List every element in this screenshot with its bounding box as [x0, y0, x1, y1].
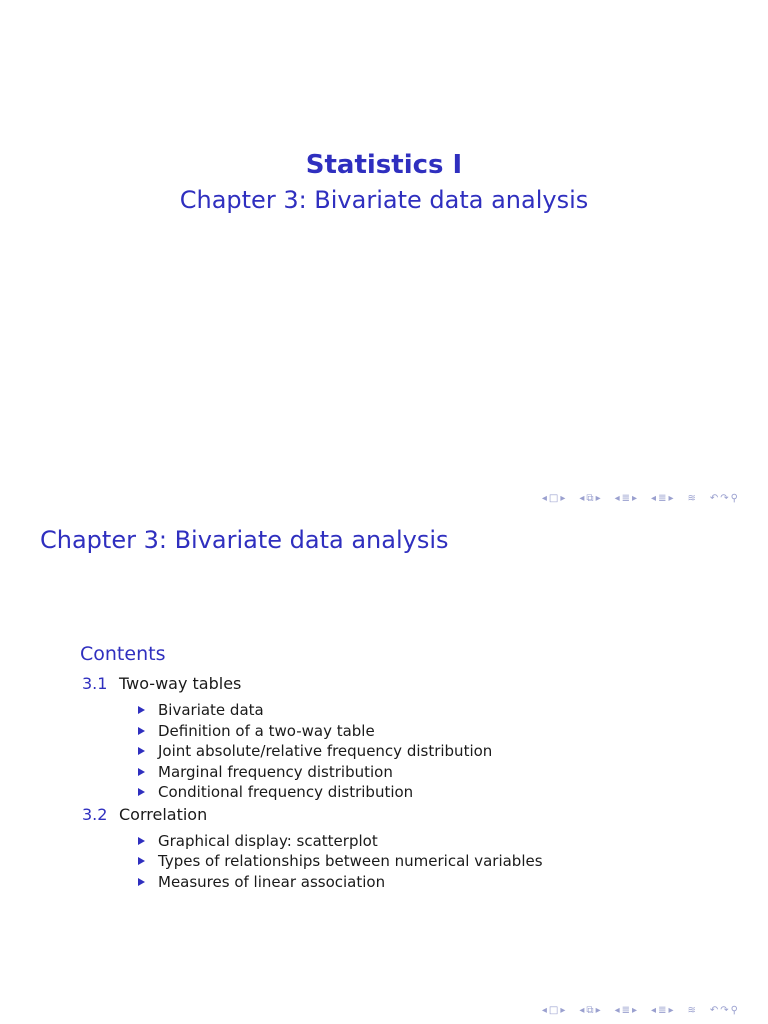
toc-item[interactable] [82, 872, 742, 893]
nav-subsection-group[interactable] [579, 494, 600, 504]
toc-item-label: Measures of linear association [158, 872, 386, 891]
arrow-right-icon[interactable]: ▸ [560, 493, 566, 504]
nav-subsection-icon[interactable]: ⧉ [586, 1005, 594, 1016]
redo-icon[interactable]: ↷ [720, 493, 729, 504]
arrow-left-icon[interactable]: ◂ [541, 1005, 547, 1016]
arrow-right-icon[interactable]: ▸ [632, 493, 638, 504]
arrow-left-icon[interactable]: ◂ [614, 1005, 620, 1016]
toc-subsection-list [82, 831, 742, 893]
arrow-right-icon[interactable]: ▸ [632, 1005, 638, 1016]
bullet-triangle-icon [138, 747, 145, 755]
arrow-right-icon[interactable]: ▸ [668, 493, 674, 504]
nav-doc-icon[interactable]: ≣ [658, 493, 667, 504]
toc-item-label: Definition of a two-way table [158, 721, 375, 740]
bullet-triangle-icon [138, 857, 145, 865]
undo-icon[interactable]: ↶ [709, 493, 719, 504]
arrow-right-icon[interactable]: ▸ [668, 1005, 674, 1016]
arrow-left-icon[interactable]: ◂ [614, 493, 620, 504]
toc-item[interactable] [82, 721, 742, 742]
nav-subsection-group[interactable] [579, 1006, 600, 1016]
nav-frame-group[interactable] [542, 1006, 566, 1016]
arrow-left-icon[interactable]: ◂ [579, 493, 585, 504]
nav-subsubsection-group[interactable] [651, 1006, 673, 1016]
nav-appendix-icon[interactable]: ≋ [687, 1005, 696, 1016]
nav-subsection-icon[interactable]: ⧉ [586, 493, 594, 504]
presentation-title: Statistics I [305, 150, 463, 180]
redo-icon[interactable]: ↷ [720, 1005, 729, 1016]
bullet-triangle-icon [138, 706, 145, 714]
toc-section-label: Correlation [119, 804, 208, 824]
toc-item[interactable] [82, 831, 742, 852]
frame-title: Chapter 3: Bivariate data analysis [40, 526, 449, 554]
toc-item-label: Bivariate data [158, 701, 264, 720]
arrow-left-icon[interactable]: ◂ [651, 1005, 657, 1016]
toc-item[interactable] [82, 741, 742, 762]
nav-section-icon[interactable]: ≣ [621, 1005, 631, 1016]
nav-search-icon[interactable]: ⚲ [730, 1005, 738, 1016]
arrow-left-icon[interactable]: ◂ [651, 493, 657, 504]
contents-heading: Contents [80, 643, 166, 665]
nav-frame-icon[interactable]: □ [548, 493, 559, 504]
toc-item-label: Graphical display: scatterplot [158, 831, 378, 850]
bullet-triangle-icon [138, 788, 145, 796]
toc-section-correlation[interactable] [82, 805, 742, 829]
arrow-left-icon[interactable]: ◂ [541, 493, 547, 504]
toc-item-label: Conditional frequency distribution [158, 783, 414, 802]
nav-search-group[interactable] [710, 1006, 738, 1016]
bullet-triangle-icon [138, 837, 145, 845]
table-of-contents [82, 674, 742, 894]
undo-icon[interactable]: ↶ [709, 1005, 719, 1016]
toc-item[interactable] [82, 782, 742, 803]
toc-section-label: Two-way tables [119, 674, 242, 693]
toc-item[interactable] [82, 762, 742, 783]
bullet-triangle-icon [138, 768, 145, 776]
nav-frame-group[interactable] [542, 494, 566, 504]
nav-section-group[interactable] [615, 1006, 637, 1016]
arrow-right-icon[interactable]: ▸ [560, 1005, 566, 1016]
contents-slide [0, 512, 768, 1024]
beamer-navigation-bar [542, 494, 738, 504]
toc-section-number: 3.1 [82, 674, 108, 693]
arrow-right-icon[interactable]: ▸ [595, 1005, 601, 1016]
nav-doc-icon[interactable]: ≣ [658, 1005, 667, 1016]
toc-section-number: 3.2 [82, 804, 108, 824]
nav-search-group[interactable] [710, 494, 738, 504]
toc-subsection-list [82, 700, 742, 803]
toc-item-label: Types of relationships between numerical variables [158, 852, 543, 871]
arrow-right-icon[interactable]: ▸ [595, 493, 601, 504]
nav-appendix-icon[interactable]: ≋ [687, 493, 696, 504]
bullet-triangle-icon [138, 727, 145, 735]
toc-item-label: Joint absolute/relative frequency distribution [158, 742, 493, 761]
nav-subsubsection-group[interactable] [651, 494, 673, 504]
bullet-triangle-icon [138, 878, 145, 886]
nav-section-icon[interactable]: ≣ [621, 493, 631, 504]
toc-item[interactable] [82, 700, 742, 721]
beamer-navigation-bar [542, 1006, 738, 1016]
toc-section-two-way-tables[interactable] [82, 674, 742, 698]
nav-frame-icon[interactable]: □ [548, 1005, 559, 1016]
nav-search-icon[interactable]: ⚲ [730, 493, 738, 504]
toc-item[interactable] [82, 851, 742, 872]
arrow-left-icon[interactable]: ◂ [579, 1005, 585, 1016]
presentation-subtitle: Chapter 3: Bivariate data analysis [179, 186, 589, 214]
toc-item-label: Marginal frequency distribution [158, 762, 393, 781]
nav-section-group[interactable] [615, 494, 637, 504]
